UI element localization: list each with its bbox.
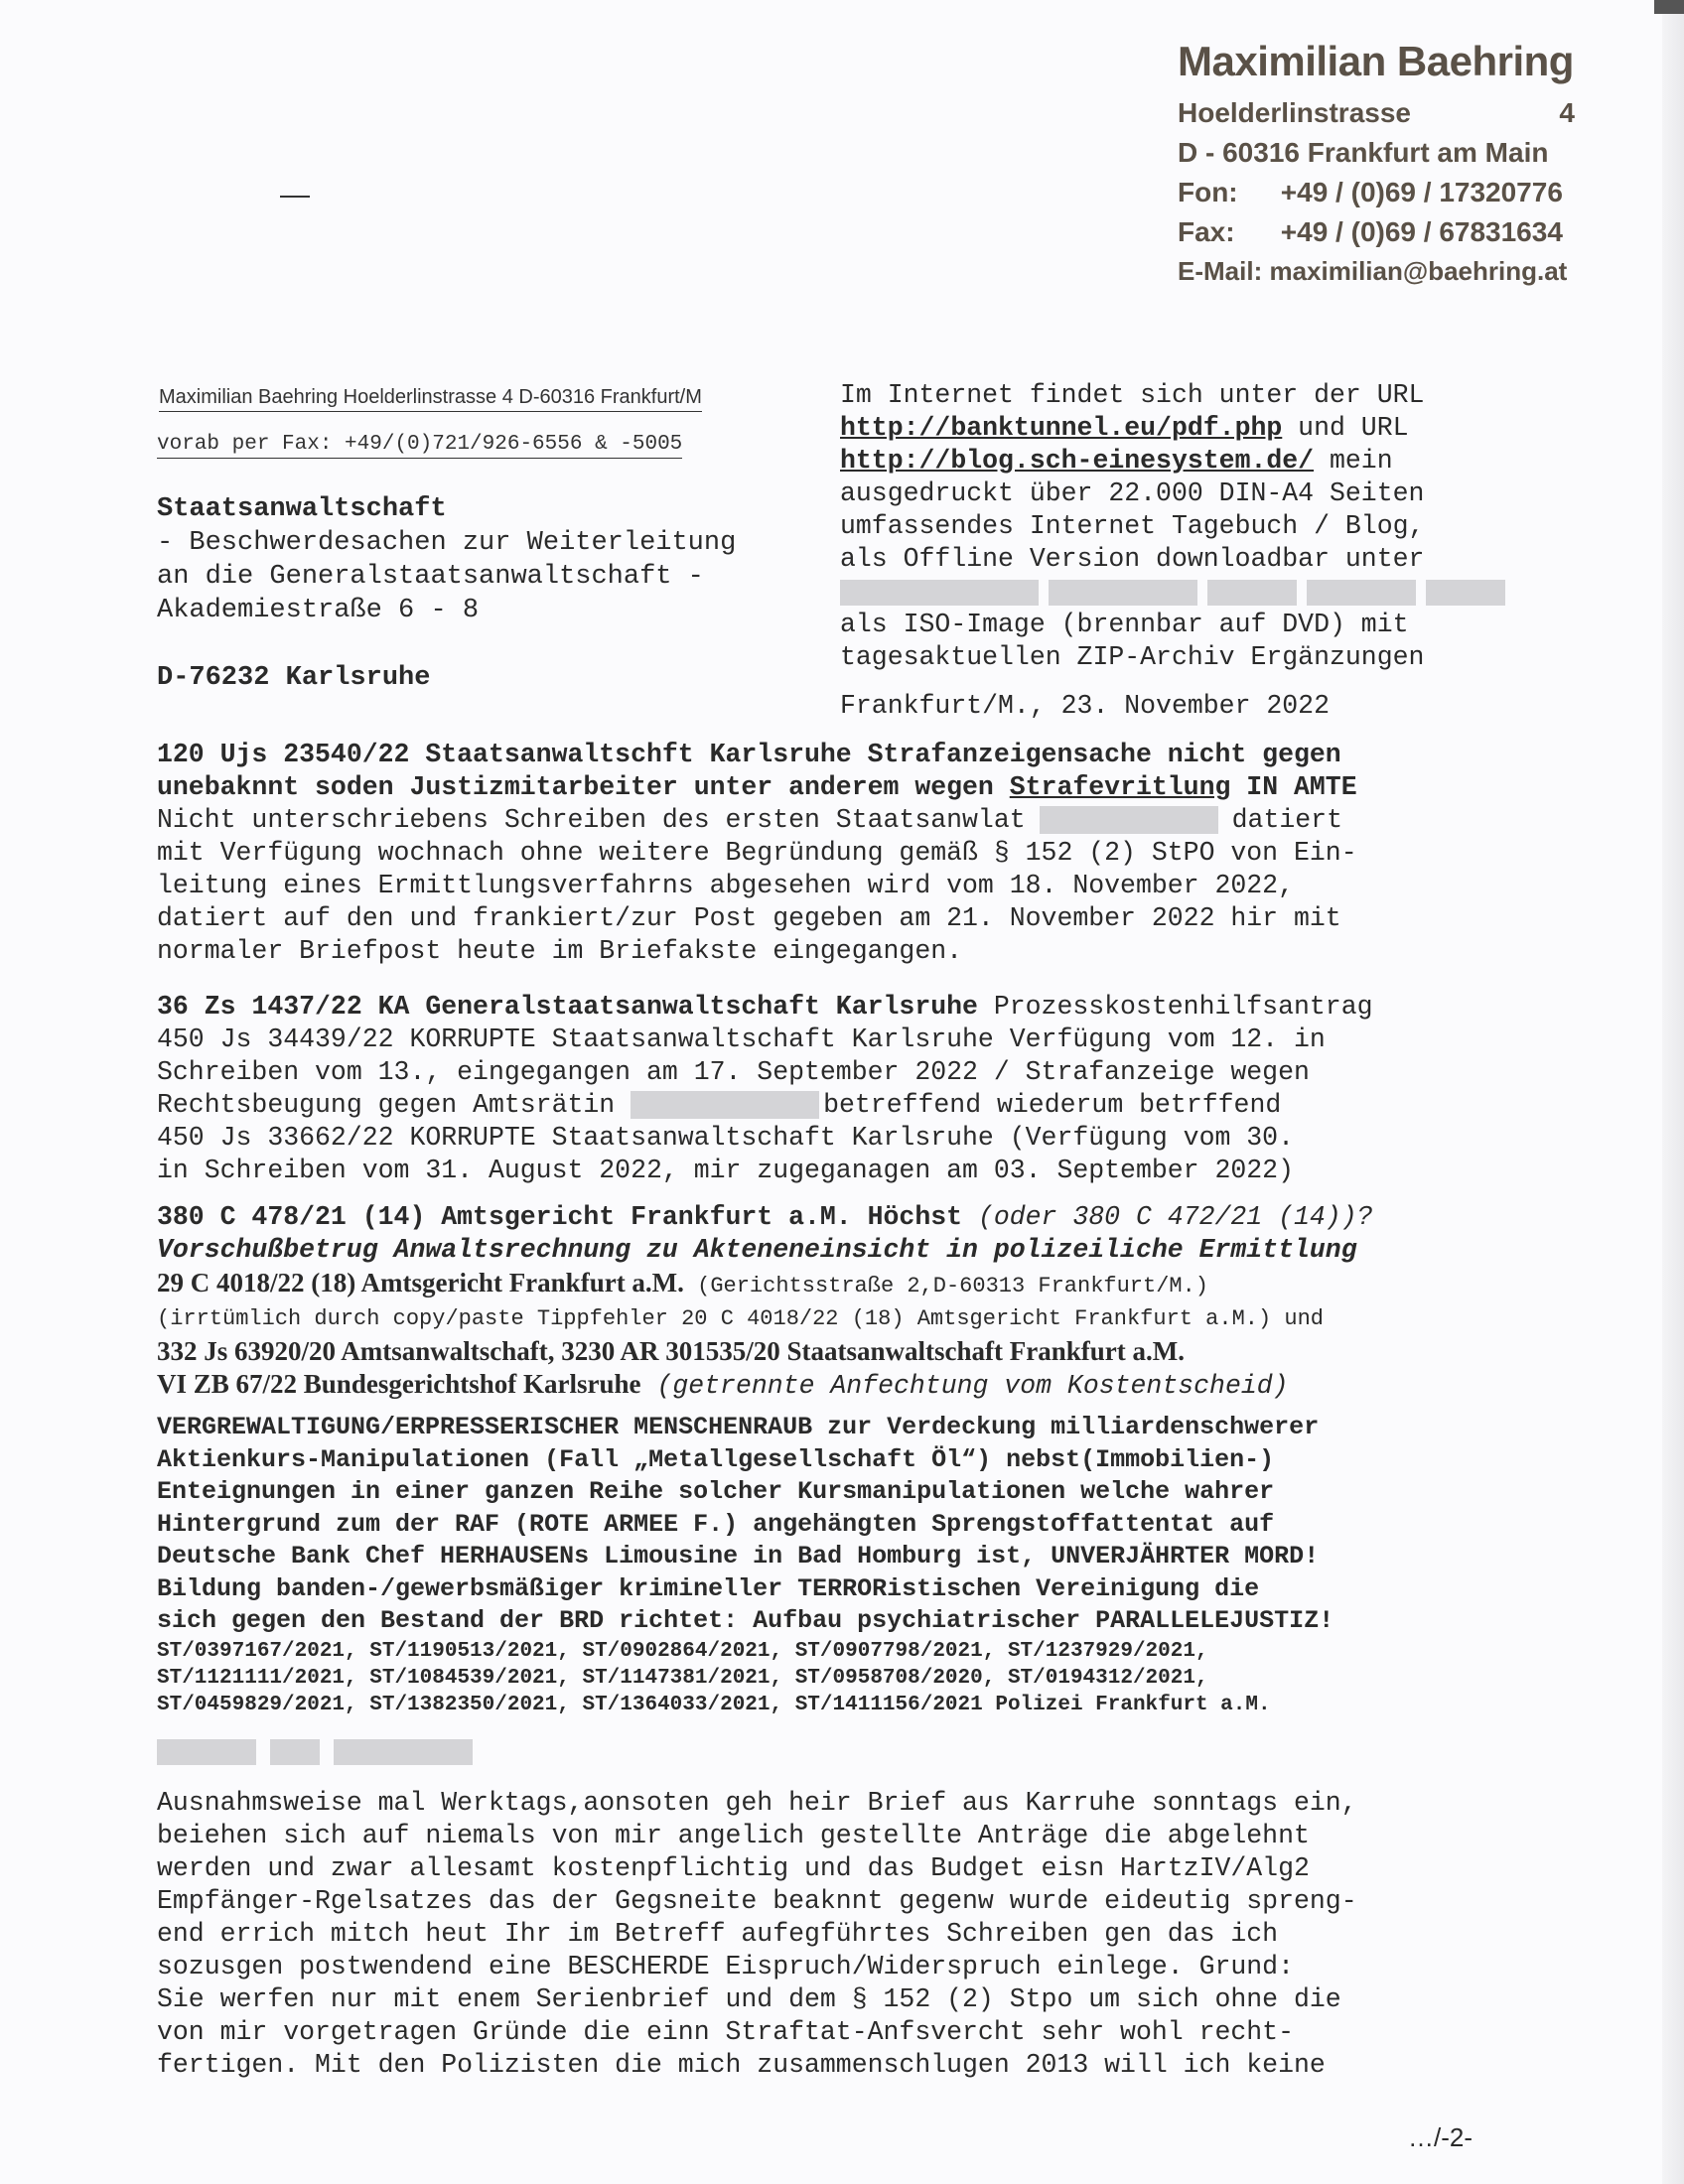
letterhead-name: Maximilian Baehring <box>1178 38 1574 84</box>
case-1-heading-line-2 <box>157 771 1527 804</box>
case-2-heading: 36 Zs 1437/22 KA Generalstaatsanwaltschaft Karlsruhe <box>157 992 978 1022</box>
accusation-line: Deutsche Bank Chef HERHAUSENs Limousine in Bad Homburg ist, UNVERJÄHRTER MORD! <box>157 1542 1320 1570</box>
case-2-line: in Schreiben vom 31. August 2022, mir zugeganagen am 03. September 2022) <box>157 1156 1294 1185</box>
redaction-block <box>840 580 1039 606</box>
case-3-court: VI ZB 67/22 Bundesgerichtshof Karlsruhe <box>157 1369 641 1399</box>
case-1-line: normaler Briefpost heute im Briefakste eingegangen. <box>157 936 963 966</box>
redaction-block <box>270 1739 320 1765</box>
ticket-line: ST/0459829/2021, ST/1382350/2021, ST/1364033/2021, ST/1411156/2021 Polizei Frankfurt a.M. <box>157 1693 1271 1716</box>
fax-label: Fax: <box>1178 216 1235 247</box>
redaction-block <box>1040 806 1218 834</box>
case-2-text: betreffend wiederum betrffend <box>823 1090 1282 1120</box>
body-line: sozusgen postwendend eine BESCHERDE Eispruch/Widerspruch einlege. Grund: <box>157 1952 1294 1981</box>
info-line: als Offline Version downloadbar unter <box>840 544 1425 574</box>
info-url-line-2 <box>840 445 1505 478</box>
fax-advance-line: vorab per Fax: +49/(0)721/926-6556 & -5005 <box>157 433 682 459</box>
body-line: fertigen. Mit den Polizisten die mich zusammenschlugen 2013 will ich keine <box>157 2050 1326 2080</box>
redacted-salutation <box>157 1739 473 1765</box>
phone-number: +49 / (0)69 / 17320776 <box>1280 177 1563 207</box>
case-block-1 <box>157 739 1527 968</box>
case-3-line: 332 Js 63920/20 Amtsanwaltschaft, 3230 AR 301535/20 Staatsanwaltschaft Frankfurt a.M. <box>157 1336 1185 1366</box>
case-block-2 <box>157 991 1527 1187</box>
case-3-line <box>157 1368 1527 1403</box>
case-3-line <box>157 1201 1527 1234</box>
case-block-3 <box>157 1201 1527 1403</box>
redaction-block <box>1307 580 1416 606</box>
case-1-line: datiert auf den und frankiert/zur Post gegeben am 21. November 2022 hir mit <box>157 903 1341 933</box>
case-1-heading-underlined: Strafevritlung <box>1009 772 1231 802</box>
body-line: von mir vorgetragen Gründe die einn Straftat-Anfsvercht sehr wohl recht- <box>157 2017 1294 2047</box>
url-banktunnel-link[interactable]: http://banktunnel.eu/pdf.php <box>840 413 1283 443</box>
body-line: werden und zwar allesamt kostenpflichtig und das Budget eisn HartzIV/Alg2 <box>157 1853 1310 1883</box>
page-continuation-marker: …/-2- <box>1408 2122 1473 2152</box>
case-2-line: 450 Js 34439/22 KORRUPTE Staatsanwaltschaft Karlsruhe Verfügung vom 12. in <box>157 1024 1326 1054</box>
letterhead-street: Hoelderlinstrasse <box>1178 97 1411 128</box>
recipient-name: Staatsanwaltschaft <box>157 494 447 524</box>
case-3-line <box>157 1267 1527 1302</box>
info-url-line-1 <box>840 412 1505 445</box>
case-1-line: leitung eines Ermittlungsverfahrns abgesehen wird vom 18. November 2022, <box>157 871 1294 900</box>
redaction-block <box>334 1739 473 1765</box>
redacted-download-url <box>840 576 1505 609</box>
case-1-heading-part: IN AMTE <box>1230 772 1357 802</box>
letterhead-email-line <box>1178 252 1595 290</box>
info-line: als ISO-Image (brennbar auf DVD) mit <box>840 610 1409 639</box>
case-3-court-address: (Gerichtsstraße 2,D-60313 Frankfurt/M.) <box>683 1274 1209 1298</box>
case-2-line: 450 Js 33662/22 KORRUPTE Staatsanwaltschaft Karlsruhe (Verfügung vom 30. <box>157 1123 1294 1153</box>
info-line: Im Internet findet sich unter der URL <box>840 380 1425 410</box>
letterhead-fax-line <box>1178 212 1595 252</box>
case-1-heading-part: unebaknnt soden Justizmitarbeiter unter anderem wegen <box>157 772 1010 802</box>
recipient-line: an die Generalstaatsanwaltschaft - <box>157 562 704 592</box>
scan-corner-mark <box>1654 0 1684 14</box>
url-blog-link[interactable]: http://blog.sch-einesystem.de/ <box>840 446 1315 476</box>
letter-date: Frankfurt/M., 23. November 2022 <box>840 691 1330 721</box>
letterhead-street-line <box>1178 93 1575 133</box>
police-ticket-list <box>157 1638 1547 1718</box>
case-1-heading: 120 Ujs 23540/22 Staatsanwaltschft Karlsruhe Strafanzeigensache nicht gegen <box>157 740 1341 769</box>
case-3-court: 380 C 478/21 (14) Amtsgericht Frankfurt a.M. Höchst <box>157 1202 963 1232</box>
case-2-text: Prozesskostenhilfsantrag <box>977 992 1373 1022</box>
redaction-block <box>1426 580 1505 606</box>
phone-label: Fon: <box>1178 177 1238 207</box>
info-and-url: und URL <box>1282 413 1409 443</box>
accusation-line: Bildung banden-/gewerbsmäßiger krimineller TERRORistischen Vereinigung die <box>157 1573 1260 1603</box>
fax-number: +49 / (0)69 / 67831634 <box>1280 216 1563 247</box>
body-line: beiehen sich auf niemals von mir angelich gestellte Anträge die abgelehnt <box>157 1821 1310 1850</box>
case-2-line <box>157 991 1527 1024</box>
redaction-block <box>157 1739 256 1765</box>
case-3-note: (irrtümlich durch copy/paste Tippfehler 20 C 4018/22 (18) Amtsgericht Frankfurt a.M.) und <box>157 1306 1324 1331</box>
info-line: umfassendes Internet Tagebuch / Blog, <box>840 511 1425 541</box>
body-line: Sie werfen nur mit enem Serienbrief und dem § 152 (2) Stpo um sich ohne die <box>157 1984 1341 2014</box>
accusation-block <box>157 1412 1547 1718</box>
recipient-line: Akademiestraße 6 - 8 <box>157 596 480 625</box>
case-3-alt-number: (oder 380 C 472/21 (14))? <box>962 1202 1373 1232</box>
letterhead-house-number: 4 <box>1559 97 1575 128</box>
body-line: Empfänger-Rgelsatzes das der Gegsneite beaknnt gegenw wurde eideutig spreng- <box>157 1886 1357 1916</box>
email-label: E-Mail: <box>1178 256 1263 286</box>
case-2-line: Schreiben vom 13., eingegangen am 17. September 2022 / Strafanzeige wegen <box>157 1057 1310 1087</box>
scan-edge <box>1662 0 1684 2184</box>
body-line: end errich mitch heut Ihr im Betreff aufegführtes Schreiben gen das ich <box>157 1919 1279 1949</box>
accusation-line: Enteignungen in einer ganzen Reihe solcher Kursmanipulationen welche wahrer <box>157 1477 1275 1506</box>
case-1-line: mit Verfügung wochnach ohne weitere Begründung gemäß § 152 (2) StPO von Ein- <box>157 838 1357 868</box>
info-line: tagesaktuellen ZIP-Archiv Ergänzungen <box>840 642 1425 672</box>
case-1-line <box>157 804 1527 837</box>
accusation-line: sich gegen den Bestand der BRD richtet: Aufbau psychiatrischer PARALLELEJUSTIZ! <box>157 1606 1334 1635</box>
case-3-court: 29 C 4018/22 (18) Amtsgericht Frankfurt a.M. <box>157 1268 684 1297</box>
letter-body <box>157 1787 1567 2082</box>
case-2-line <box>157 1089 1527 1122</box>
accusation-line: Aktienkurs-Manipulationen (Fall „Metallgesellschaft Öl“) nebst(Immobilien-) <box>157 1444 1275 1474</box>
letterhead-phone-line <box>1178 173 1595 212</box>
info-mein: mein <box>1314 446 1393 476</box>
internet-info-box <box>840 379 1505 674</box>
recipient-city: D-76232 Karlsruhe <box>157 663 431 693</box>
accusation-line: VERGREWALTIGUNG/ERPRESSERISCHER MENSCHENRAUB zur Verdeckung milliardenschwerer <box>157 1413 1320 1441</box>
recipient-address <box>157 492 832 695</box>
email-address: maximilian@baehring.at <box>1269 256 1568 286</box>
case-3-note: (getrennte Anfechtung vom Kostentscheid) <box>640 1371 1289 1401</box>
redaction-block <box>631 1091 819 1119</box>
scan-dash-mark <box>280 196 310 198</box>
redaction-block <box>1049 580 1197 606</box>
redaction-block <box>1207 580 1297 606</box>
ticket-line: ST/0397167/2021, ST/1190513/2021, ST/0902864/2021, ST/0907798/2021, ST/1237929/2021, <box>157 1639 1208 1663</box>
letterhead-city: D - 60316 Frankfurt am Main <box>1178 137 1549 168</box>
ticket-line: ST/1121111/2021, ST/1084539/2021, ST/1147381/2021, ST/0958708/2020, ST/0194312/2021, <box>157 1666 1208 1690</box>
sender-return-line: Maximilian Baehring Hoelderlinstrasse 4 D-60316 Frankfurt/M <box>159 386 702 412</box>
case-1-text: Nicht unterschriebens Schreiben des ersten Staatsanwlat <box>157 805 1026 835</box>
recipient-line: - Beschwerdesachen zur Weiterleitung <box>157 528 737 558</box>
accusation-line: Hintergrund zum der RAF (ROTE ARMEE F.) angehängten Sprengstoffattentat auf <box>157 1509 1275 1539</box>
info-line: ausgedruckt über 22.000 DIN-A4 Seiten <box>840 478 1425 508</box>
letterhead <box>1178 38 1595 290</box>
body-line: Ausnahmsweise mal Werktags,aonsoten geh heir Brief aus Karruhe sonntags ein, <box>157 1788 1357 1818</box>
case-3-subject: Vorschußbetrug Anwaltsrechnung zu Akteneneinsicht in polizeiliche Ermittlung <box>157 1235 1357 1265</box>
case-2-text: Rechtsbeugung gegen Amtsrätin <box>157 1090 632 1120</box>
case-1-text: datiert <box>1231 805 1342 835</box>
